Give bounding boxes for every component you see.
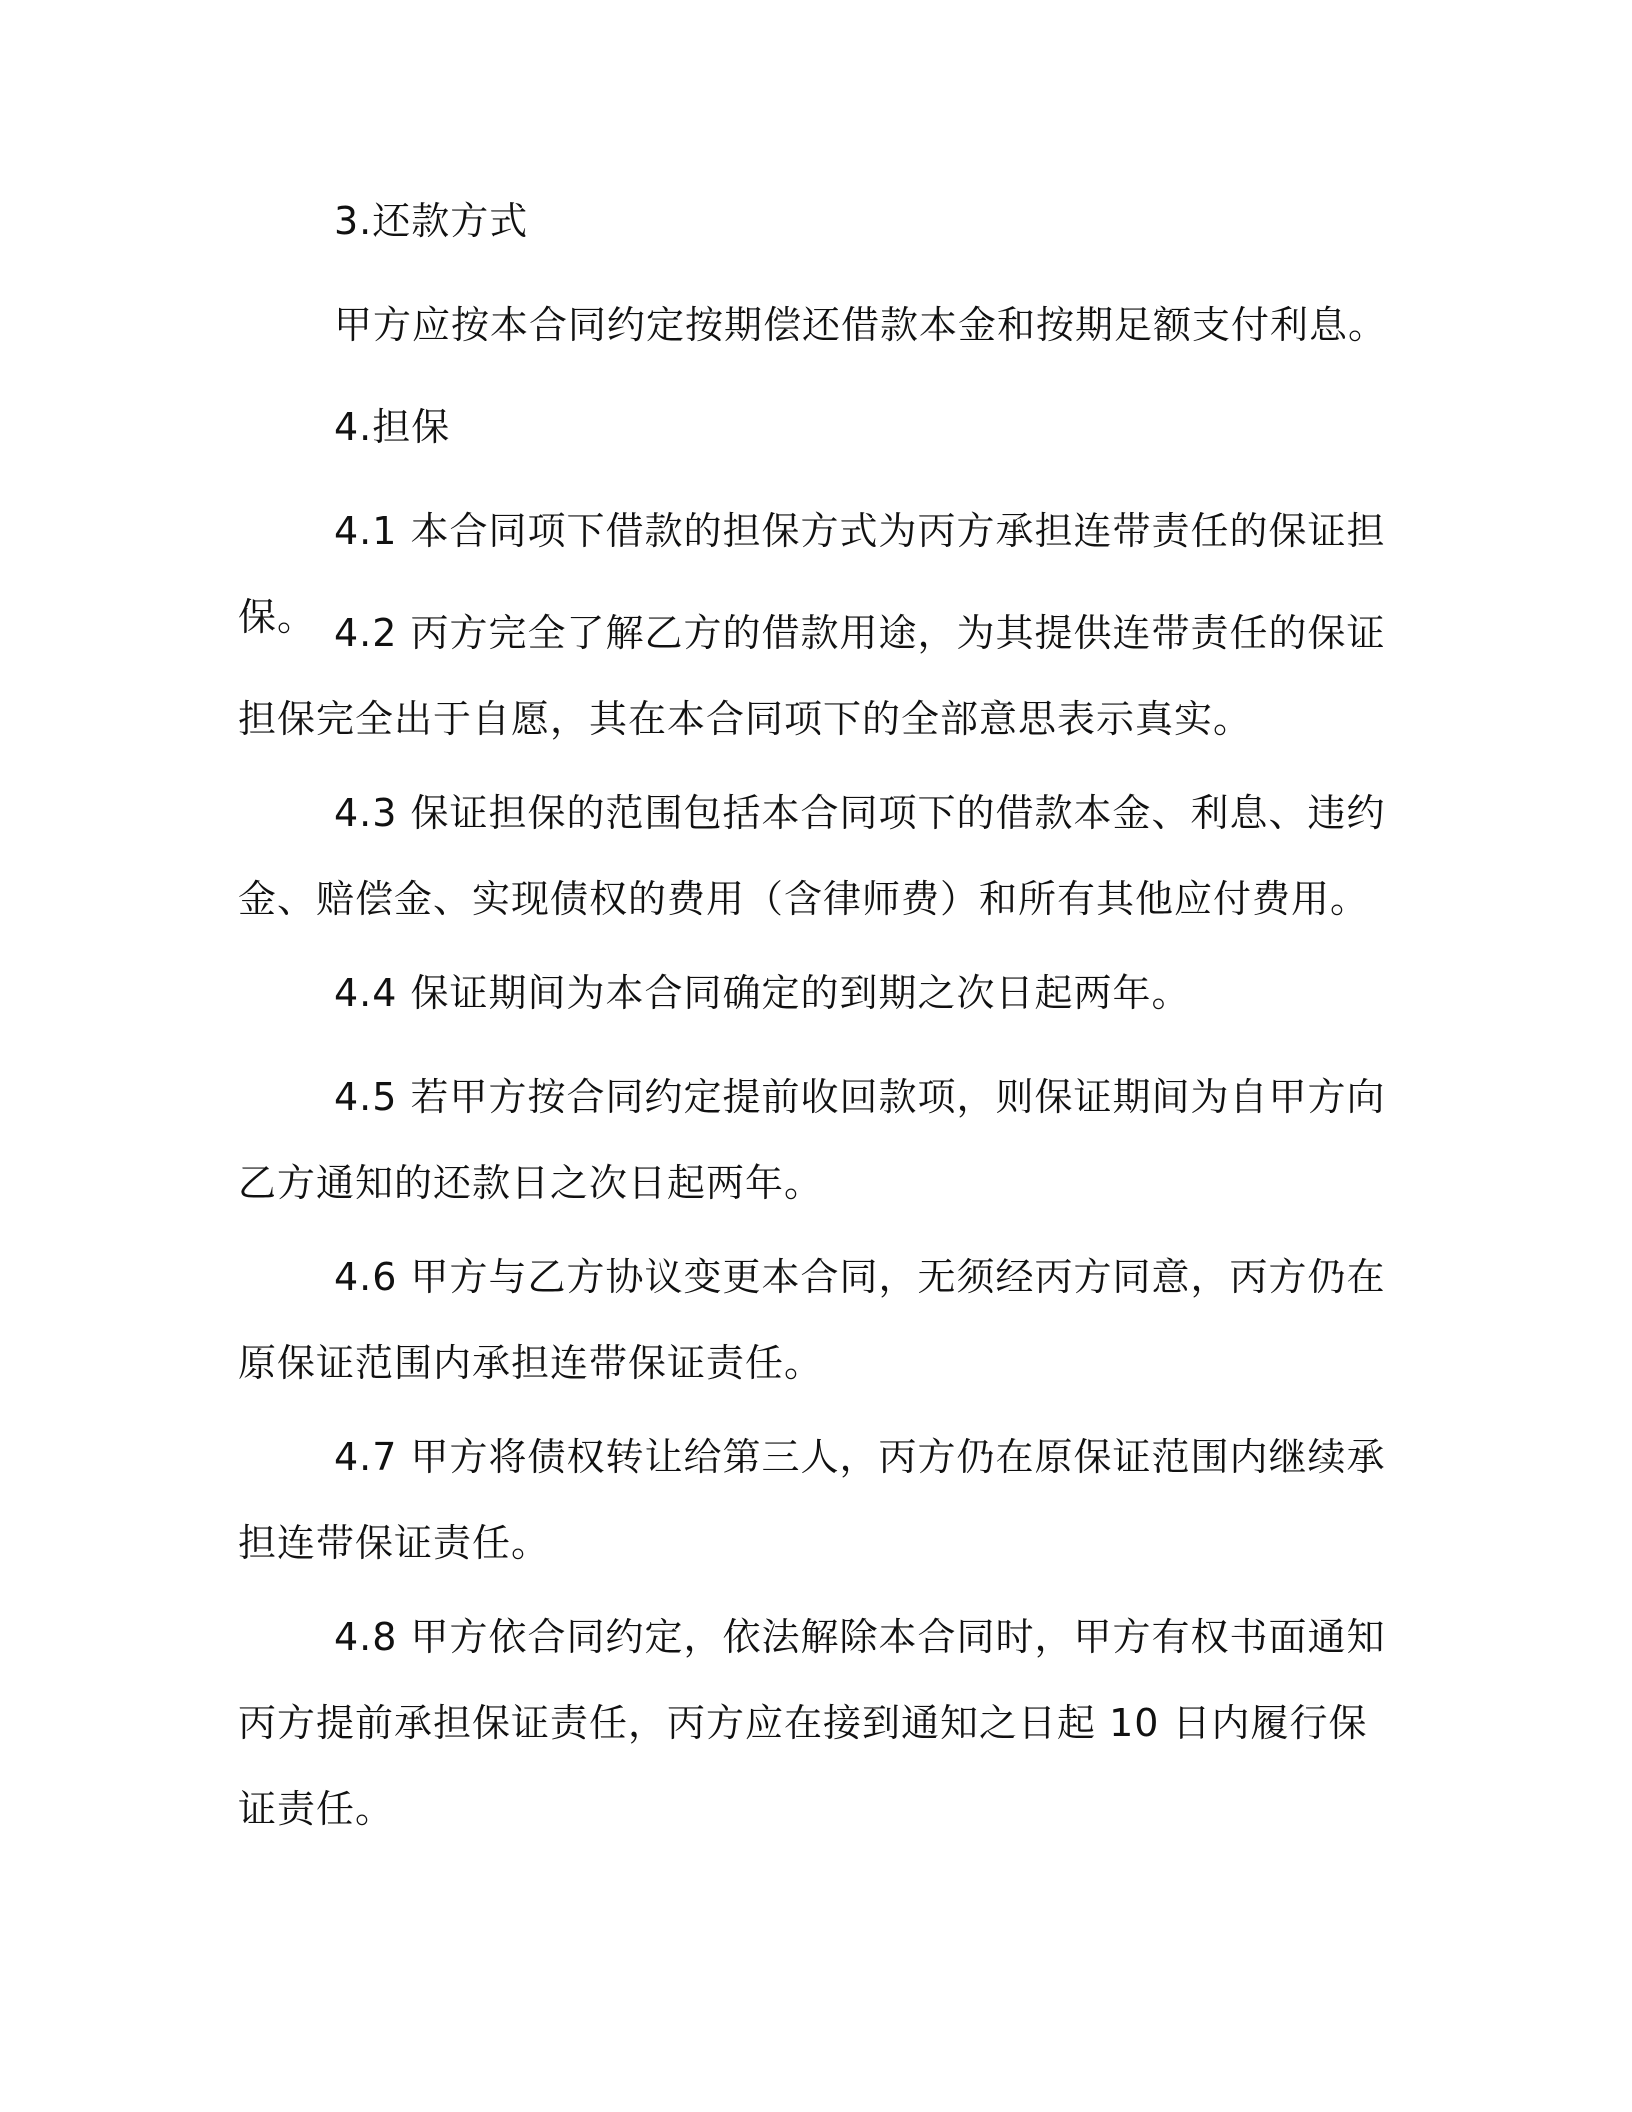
section-4-title: 4.担保	[334, 405, 451, 449]
clause-4-2: 4.2 丙方完全了解乙方的借款用途，为其提供连带责任的保证担保完全出于自愿，其在本合同项下的全部意思表示真实。	[238, 611, 1386, 741]
clause-4-3: 4.3 保证担保的范围包括本合同项下的借款本金、利息、违约金、赔偿金、实现债权的费用（含律师费）和所有其他应付费用。	[238, 791, 1386, 921]
clause-4-5: 4.5 若甲方按合同约定提前收回款项，则保证期间为自甲方向乙方通知的还款日之次日起两年。	[238, 1075, 1386, 1205]
clause-4-7: 4.7 甲方将债权转让给第三人，丙方仍在原保证范围内继续承担连带保证责任。	[238, 1435, 1386, 1565]
clause-4-8: 4.8 甲方依合同约定，依法解除本合同时，甲方有权书面通知丙方提前承担保证责任，丙方应在接到通知之日起 10 日内履行保证责任。	[238, 1615, 1386, 1831]
clause-4-1: 4.1 本合同项下借款的担保方式为丙方承担连带责任的保证担保。	[238, 509, 1386, 639]
clause-4-6: 4.6 甲方与乙方协议变更本合同，无须经丙方同意，丙方仍在原保证范围内承担连带保证责任。	[238, 1255, 1386, 1385]
clause-4-4: 4.4 保证期间为本合同确定的到期之次日起两年。	[334, 971, 1191, 1015]
section-3-body: 甲方应按本合同约定按期偿还借款本金和按期足额支付利息。	[334, 303, 1388, 347]
section-3-title: 3.还款方式	[334, 199, 529, 243]
